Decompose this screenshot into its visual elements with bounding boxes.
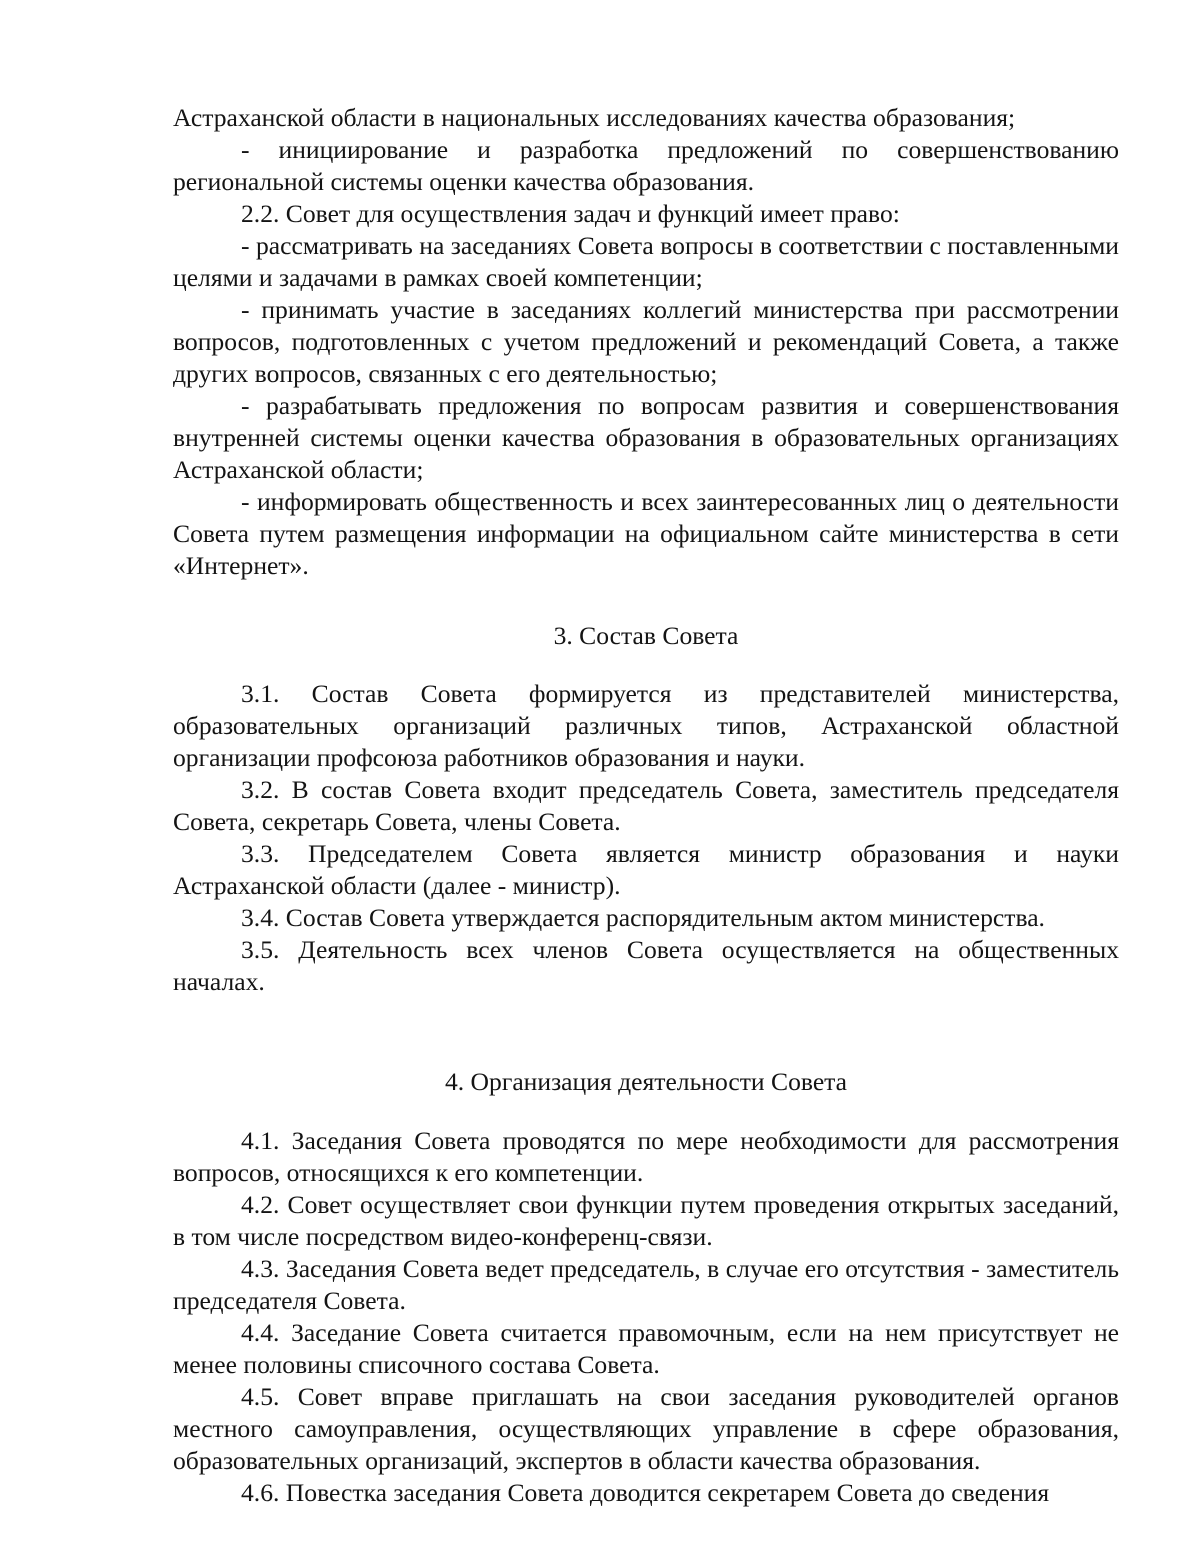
paragraph: - разрабатывать предложения по вопросам развития и совершенствования внутренней системы оценки качества образования в образовательных организациях Астраханской области; xyxy=(173,391,1119,484)
paragraph-continuation: Астраханской области в национальных исследованиях качества образования; xyxy=(173,103,1016,132)
spacer xyxy=(173,1098,1119,1125)
spacer xyxy=(173,652,1119,678)
paragraph: 2.2. Совет для осуществления задач и функций имеет право: xyxy=(241,199,900,228)
paragraph: 3.3. Председателем Совета является министр образования и науки Астраханской области (далее - министр). xyxy=(173,839,1119,900)
paragraph: 3.1. Состав Совета формируется из представителей министерства, образовательных организаций различных типов, Астраханской областной организации профсоюза работников образования и науки. xyxy=(173,679,1119,772)
paragraph: 3.2. В состав Совета входит председатель Совета, заместитель председателя Совета, секретарь Совета, члены Совета. xyxy=(173,775,1119,836)
spacer xyxy=(173,998,1119,1066)
document-page xyxy=(173,102,1119,1509)
section-heading: 3. Состав Совета xyxy=(553,621,739,650)
section-heading: 4. Организация деятельности Совета xyxy=(444,1067,848,1096)
paragraph: 4.6. Повестка заседания Совета доводится секретарем Совета до сведения xyxy=(241,1478,1050,1507)
paragraph: 4.4. Заседание Совета считается правомочным, если на нем присутствует не менее половины списочного состава Совета. xyxy=(173,1318,1119,1379)
paragraph: 4.5. Совет вправе приглашать на свои заседания руководителей органов местного самоуправления, осуществляющих управление в сфере образования, образовательных организаций, экспертов в области качества образования. xyxy=(173,1382,1119,1475)
paragraph: 4.3. Заседания Совета ведет председатель, в случае его отсутствия - заместитель председателя Совета. xyxy=(173,1254,1119,1315)
spacer xyxy=(173,582,1119,620)
paragraph: 3.5. Деятельность всех членов Совета осуществляется на общественных началах. xyxy=(173,935,1119,996)
paragraph: 3.4. Состав Совета утверждается распорядительным актом министерства. xyxy=(241,903,1045,932)
paragraph: - инициирование и разработка предложений по совершенствованию региональной системы оценки качества образования. xyxy=(173,135,1119,196)
paragraph: - рассматривать на заседаниях Совета вопросы в соответствии с поставленными целями и задачами в рамках своей компетенции; xyxy=(173,231,1119,292)
paragraph: - информировать общественность и всех заинтересованных лиц о деятельности Совета путем размещения информации на официальном сайте министерства в сети «Интернет». xyxy=(173,487,1119,580)
paragraph: - принимать участие в заседаниях коллегий министерства при рассмотрении вопросов, подготовленных с учетом предложений и рекомендаций Совета, а также других вопросов, связанных с его деятельностью; xyxy=(173,295,1119,388)
paragraph: 4.1. Заседания Совета проводятся по мере необходимости для рассмотрения вопросов, относящихся к его компетенции. xyxy=(173,1126,1119,1187)
paragraph: 4.2. Совет осуществляет свои функции путем проведения открытых заседаний, в том числе посредством видео-конференц-связи. xyxy=(173,1190,1119,1251)
